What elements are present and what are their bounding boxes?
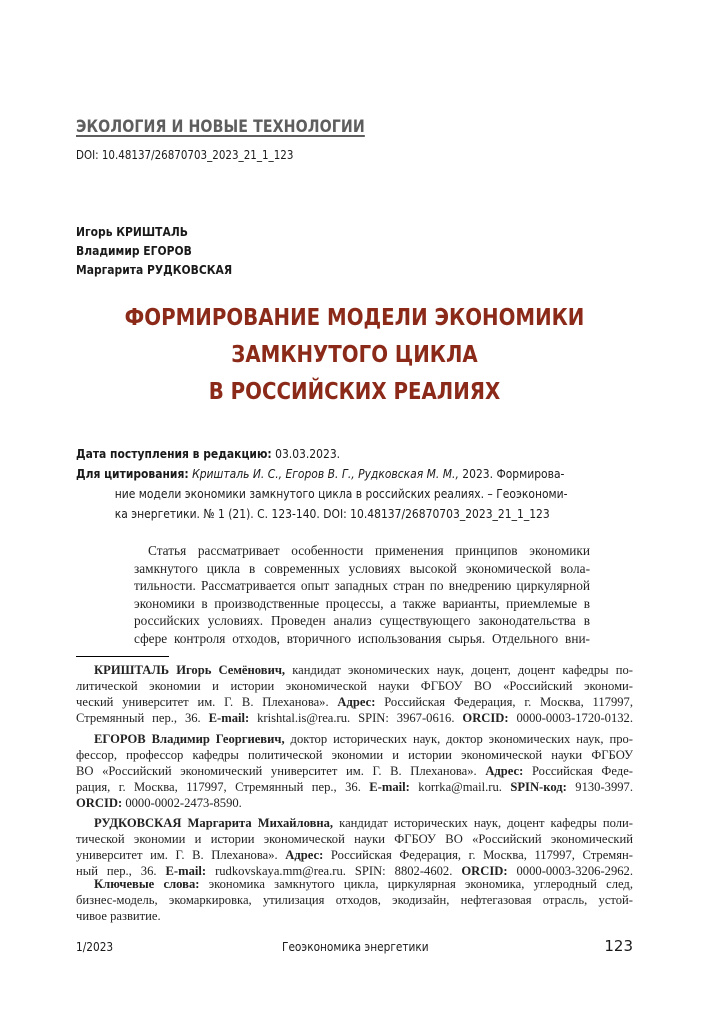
bio-line [76, 731, 633, 747]
citation-text: 2023. Формирова- [458, 466, 565, 481]
email-label: E-mail: [165, 864, 207, 878]
author-list [76, 222, 258, 279]
title-line: ФОРМИРОВАНИЕ МОДЕЛИ ЭКОНОМИКИ [124, 305, 585, 331]
email-value: rudkovskaya.mm@rea.ru. SPIN: 8802-4602. [206, 864, 462, 878]
doi-line: DOI: 10.48137/26870703_2023_21_1_123 [76, 148, 294, 162]
bio-line [76, 694, 633, 710]
footer-journal: Геоэкономика энергетики [282, 940, 429, 954]
page-number: 123 [604, 937, 633, 955]
bio-text: ный пер., 36. [76, 864, 166, 878]
abstract-line: тильности. Рассматривается опыт западных стран по внедрению циркулярной [134, 578, 590, 593]
author-bio-krishtal [76, 662, 633, 726]
bio-line [76, 763, 633, 779]
email-label: E-mail: [208, 711, 250, 725]
bio-line [76, 847, 633, 863]
citation-authors: Кришталь И. С., Егоров В. Г., Рудковская М. М., [188, 466, 459, 481]
title-line: В РОССИЙСКИХ РЕАЛИЯХ [208, 379, 501, 405]
bio-line [76, 795, 633, 811]
author-bio-egorov [76, 731, 633, 811]
received-date [76, 444, 566, 464]
email-value: krishtal.is@rea.ru. SPIN: 3967-0616. [249, 711, 463, 725]
abstract-line: сфере контроля отходов, вторичного использования сырья. Отдельного вни- [134, 630, 590, 646]
abstract-line: Статья рассматривает особенности применения принципов экономики [148, 543, 590, 558]
bio-line [76, 710, 633, 726]
address-label: Адрес: [337, 695, 376, 709]
author-name: Игорь КРИШТАЛЬ [76, 224, 188, 239]
article-title [0, 300, 709, 411]
keywords [76, 876, 633, 924]
citation-text: ка энергетики. № 1 (21). С. 123-140. DOI: 10.48137/26870703_2023_21_1_123 [114, 506, 550, 521]
abstract-line: замкнутого цикла в современных условиях высокой экономической вола- [134, 560, 590, 576]
orcid-value: 0000-0003-1720-0132. [508, 711, 633, 725]
email-value: korrka@mail.ru. [409, 780, 511, 794]
author-name: Маргарита РУДКОВСКАЯ [76, 262, 233, 277]
bio-line: литической экономии и истории экономической науки ФГБОУ ВО «Российский экономи- [76, 679, 633, 693]
citation-label: Для цитирования: [76, 466, 189, 481]
footer-issue: 1/2023 [76, 940, 114, 954]
bio-text: университет им. Г. В. Плеханова». [76, 848, 286, 862]
bio-line [76, 779, 633, 795]
bio-line [76, 815, 633, 831]
spin-value: 9130-3997. [566, 780, 633, 794]
author-bio-rudkovskaya [76, 815, 633, 879]
keywords-line [76, 876, 633, 892]
orcid-label: ORCID: [76, 796, 123, 810]
bio-text: кандидат исторических наук, доцент кафедры поли- [333, 816, 633, 830]
orcid-label: ORCID: [461, 864, 508, 878]
keywords-line: чивое развитие. [76, 909, 161, 923]
keywords-text: экономика замкнутого цикла, циркулярная экономика, углеродный след, [199, 877, 633, 891]
bio-line [76, 662, 633, 678]
keywords-line: бизнес-модель, экомаркировка, утилизация отходов, экодизайн, нефтегазовая отрасль, устой- [76, 893, 633, 907]
address-value: Российская Федерация, г. Москва, 117997, [375, 695, 633, 709]
abstract-line: российских условиях. Проведен анализ существующего законодательства в [134, 613, 590, 628]
footnote-divider [76, 656, 169, 657]
section-heading: ЭКОЛОГИЯ И НОВЫЕ ТЕХНОЛОГИИ [76, 117, 365, 136]
bio-line: тической экономии и истории экономической науки ФГБОУ ВО «Российский экономический [76, 832, 633, 846]
title-line: ЗАМКНУТОГО ЦИКЛА [231, 342, 478, 368]
bio-text: ческий университет им. Г. В. Плеханова». [76, 695, 338, 709]
keywords-label: Ключевые слова: [94, 877, 200, 891]
abstract-line: экономики в производственные процессы, а также варианты, приемлемые в [134, 595, 590, 611]
bio-text: Стремянный пер., 36. [76, 711, 209, 725]
address-value: Российская Федерация, г. Москва, 117997, Стремян- [323, 848, 633, 862]
author-name: Владимир ЕГОРОВ [76, 243, 192, 258]
address-value: Российская Феде- [523, 764, 633, 778]
bio-name: РУДКОВСКАЯ Маргарита Михайловна, [94, 816, 334, 830]
orcid-value: 0000-0002-2473-8590. [122, 796, 242, 810]
article-meta [76, 444, 646, 524]
bio-line: фессор, профессор кафедры политической экономии и истории экономической науки ФГБОУ [76, 748, 633, 762]
received-label: Дата поступления в редакцию: [76, 446, 272, 461]
orcid-label: ORCID: [462, 711, 509, 725]
orcid-value: 0000-0003-3206-2962. [507, 864, 633, 878]
abstract [134, 542, 590, 647]
bio-text: рация, г. Москва, 117997, Стремянный пер., 36. [76, 780, 370, 794]
address-label: Адрес: [485, 764, 524, 778]
bio-text: доктор исторических наук, доктор экономических наук, про- [284, 732, 633, 746]
bio-text: кандидат экономических наук, доцент, доцент кафедры по- [285, 663, 633, 677]
bio-name: ЕГОРОВ Владимир Георгиевич, [94, 732, 285, 746]
email-label: E-mail: [369, 780, 410, 794]
citation-text: ние модели экономики замкнутого цикла в российских реалиях. – Геоэкономи- [114, 486, 568, 501]
received-value: 03.03.2023. [271, 446, 341, 461]
spin-label: SPIN-код: [510, 780, 567, 794]
address-label: Адрес: [285, 848, 324, 862]
bio-text: ВО «Российский экономический университет им. Г. В. Плеханова». [76, 764, 486, 778]
bio-name: КРИШТАЛЬ Игорь Семёнович, [94, 663, 286, 677]
citation [76, 464, 566, 484]
